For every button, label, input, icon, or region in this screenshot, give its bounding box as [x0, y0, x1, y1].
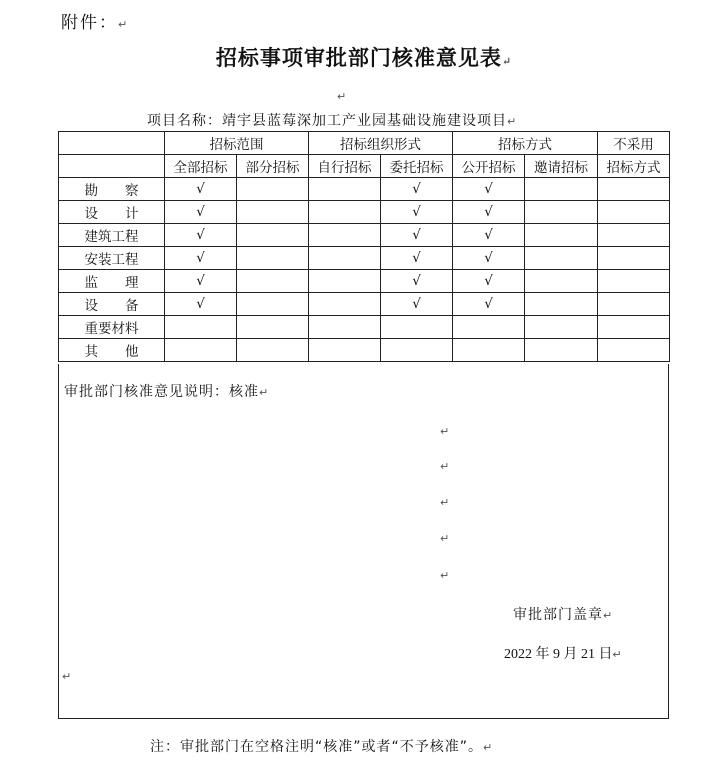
empty-paragraph-mark: ↵: [440, 460, 450, 473]
table-cell: √: [453, 201, 525, 224]
opinion-box: [58, 364, 669, 719]
table-cell: [525, 293, 598, 316]
table-cell: [598, 339, 670, 362]
approval-opinion: 审批部门核准意见说明：核准↵: [64, 384, 270, 400]
footnote: 注：审批部门在空格注明“核准”或者“不予核准”。↵: [150, 739, 494, 755]
table-cell: [309, 316, 381, 339]
table-row: [59, 316, 670, 339]
table-cell: √: [381, 178, 453, 201]
table-cell: [381, 316, 453, 339]
table-cell: [598, 178, 670, 201]
approval-seal-label: 审批部门盖章↵: [513, 607, 614, 623]
empty-paragraph-mark: ↵: [337, 90, 347, 103]
table-cell: [309, 224, 381, 247]
table-cell: [237, 339, 309, 362]
table-cell: [525, 270, 598, 293]
table-cell: √: [381, 247, 453, 270]
table-cell: [525, 201, 598, 224]
table-row: [59, 224, 670, 247]
table-cell: [309, 293, 381, 316]
table-cell: [237, 247, 309, 270]
table-cell: [309, 247, 381, 270]
table-cell: [309, 178, 381, 201]
table-cell: [598, 201, 670, 224]
table-cell: [309, 339, 381, 362]
table-cell: [598, 293, 670, 316]
table-cell: [453, 339, 525, 362]
table-cell: [525, 247, 598, 270]
table-cell: [525, 316, 598, 339]
table-row: [59, 293, 670, 316]
subheader-cell: 全部招标: [165, 155, 237, 178]
table-cell: √: [381, 270, 453, 293]
table-cell: [237, 270, 309, 293]
table-row: [59, 339, 670, 362]
table-cell: √: [453, 178, 525, 201]
row-label: 监 理: [59, 270, 165, 293]
table-cell: [165, 316, 237, 339]
subheader-cell: 公开招标: [453, 155, 525, 178]
table-row: [59, 247, 670, 270]
table-cell: [525, 224, 598, 247]
table-row: [59, 270, 670, 293]
empty-paragraph-mark: ↵: [440, 496, 450, 509]
table-row: [59, 178, 670, 201]
empty-paragraph-mark: ↵: [62, 670, 72, 683]
row-label: 安装工程: [59, 247, 165, 270]
subheader-cell: 部分招标: [237, 155, 309, 178]
row-label: 建筑工程: [59, 224, 165, 247]
table-cell: [237, 224, 309, 247]
approval-date: 2022 年 9 月 21 日↵: [504, 647, 622, 662]
row-label: 设 备: [59, 293, 165, 316]
table-cell: [165, 339, 237, 362]
header-row-2: [59, 155, 670, 178]
row-label: 重要材料: [59, 316, 165, 339]
header-method: 招标方式: [453, 132, 598, 155]
corner-cell: [59, 155, 165, 178]
table-cell: √: [381, 224, 453, 247]
table-cell: [525, 339, 598, 362]
table-cell: √: [453, 224, 525, 247]
table-cell: [598, 316, 670, 339]
document-title: 招标事项审批部门核准意见表↵: [215, 45, 513, 70]
subheader-cell: 邀请招标: [525, 155, 598, 178]
empty-paragraph-mark: ↵: [440, 532, 450, 545]
header-not-adopted: 不采用: [598, 132, 670, 155]
subheader-cell: 委托招标: [381, 155, 453, 178]
table-cell: [309, 270, 381, 293]
table-cell: [598, 224, 670, 247]
table-cell: [598, 247, 670, 270]
table-cell: √: [165, 270, 237, 293]
row-label: 设 计: [59, 201, 165, 224]
subheader-cell: 招标方式: [598, 155, 670, 178]
row-label: 其 他: [59, 339, 165, 362]
table-cell: [309, 201, 381, 224]
table-cell: √: [453, 270, 525, 293]
header-row-1: [59, 132, 670, 155]
table-cell: √: [165, 178, 237, 201]
table-cell: √: [165, 293, 237, 316]
row-label: 勘 察: [59, 178, 165, 201]
table-cell: [237, 178, 309, 201]
table-cell: √: [165, 224, 237, 247]
header-scope: 招标范围: [165, 132, 309, 155]
attachment-label: 附件：↵: [61, 13, 130, 33]
subheader-cell: 自行招标: [309, 155, 381, 178]
table-cell: √: [381, 201, 453, 224]
empty-paragraph-mark: ↵: [440, 569, 450, 582]
table-cell: [237, 293, 309, 316]
project-name: 项目名称：靖宇县蓝莓深加工产业园基础设施建设项目↵: [147, 113, 518, 129]
corner-cell: [59, 132, 165, 155]
table-cell: √: [453, 247, 525, 270]
table-cell: [381, 339, 453, 362]
table-cell: [453, 316, 525, 339]
empty-paragraph-mark: ↵: [440, 425, 450, 438]
table-row: [59, 201, 670, 224]
table-cell: √: [453, 293, 525, 316]
header-organization: 招标组织形式: [309, 132, 453, 155]
table-cell: [598, 270, 670, 293]
table-cell: √: [381, 293, 453, 316]
table-cell: [525, 178, 598, 201]
table-cell: [237, 201, 309, 224]
table-cell: √: [165, 201, 237, 224]
table-cell: √: [165, 247, 237, 270]
table-cell: [237, 316, 309, 339]
approval-table: [58, 131, 670, 362]
